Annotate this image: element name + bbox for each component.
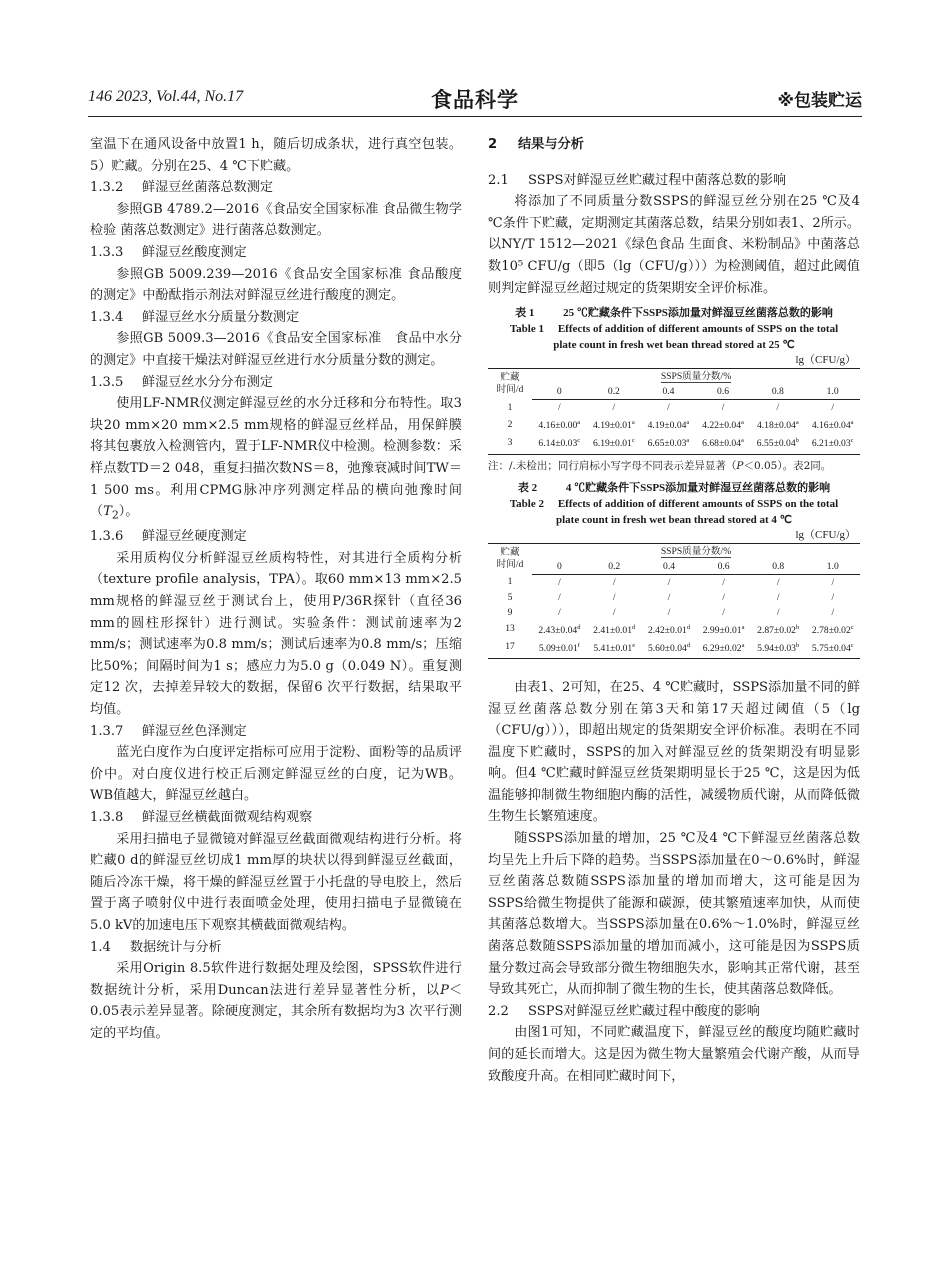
table-cell: / xyxy=(612,606,616,618)
section-heading: 1.3.4 鲜湿豆丝水分质量分数测定 xyxy=(90,309,300,325)
table-cell: 5.41±0.01$^e$ xyxy=(587,638,642,659)
column-header: 0 xyxy=(532,384,587,400)
paragraph: 由图1可知，不同贮藏温度下，鲜湿豆丝的酸度均随贮藏时间的延长而增大。这是因为微生物大量繁殖会代谢产酸，从而导致酸度升高。在相同贮藏时间下， xyxy=(488,1025,860,1084)
table-row xyxy=(488,605,860,620)
column-header: 0 xyxy=(532,559,587,575)
table-cell: / xyxy=(831,606,835,618)
table-row xyxy=(488,638,860,659)
table-row xyxy=(488,574,860,590)
section-heading: 1.3.6 鲜湿豆丝硬度测定 xyxy=(90,529,247,545)
row-time: 3 xyxy=(488,433,532,454)
table-cell: / xyxy=(667,591,671,603)
table-cell: / xyxy=(721,402,725,414)
column-header: 1.0 xyxy=(805,384,860,400)
section-heading: 1.3.3 鲜湿豆丝酸度测定 xyxy=(90,244,247,260)
table-cell: / xyxy=(776,576,780,588)
column-group-header: SSPS质量分数/% xyxy=(532,543,860,559)
row-time: 5 xyxy=(507,591,513,603)
table-cell: / xyxy=(667,606,671,618)
table-cell: 2.99±0.01$^a$ xyxy=(702,623,745,636)
section-heading: 1.3.5 鲜湿豆丝水分分布测定 xyxy=(90,374,273,390)
table-note: 注：/.未检出；同行肩标小写字母不同表示差异显著（P＜0.05）。表2同。 xyxy=(488,459,832,472)
column-group-header: SSPS质量分数/% xyxy=(532,369,860,385)
paragraph: 采用质构仪分析鲜湿豆丝质构特性，对其进行全质构分析（texture profile analysis，TPA）。取60 mm×13 mm×2.5 mm规格的鲜湿豆丝于测试台上，使用P/36R探针（直径36 mm的圆柱形探针）进行测试。实验条件：测试前速率为2 mm/s；测试速率为0.8 mm/s；测试后速率为0.8 mm/s；压缩比50%；间隔时间为1 s；感应力为5.0 g（0.049 N）。重复测定12 次，去掉差异较大的数据，保留6 次平行数据，结果取平均值。 xyxy=(90,550,462,718)
table-cell: / xyxy=(558,606,561,618)
paragraph: 参照GB 5009.3—2016《食品安全国家标准 食品中水分的测定》中直接干燥法对鲜湿豆丝进行水分质量分数的测定。 xyxy=(90,331,462,368)
table-cell: / xyxy=(831,576,835,588)
table-unit: lg（CFU/g） xyxy=(795,528,856,541)
table-unit: lg（CFU/g） xyxy=(795,354,856,367)
section-heading: 1.4 数据统计与分析 xyxy=(90,939,222,955)
row-time: 13 xyxy=(505,623,515,635)
table-cell: 6.19±0.01$^c$ xyxy=(587,433,642,454)
table-cell: / xyxy=(612,402,616,414)
column-header: 1.0 xyxy=(806,559,860,575)
table-cell: / xyxy=(557,402,561,414)
row-header: 贮藏 时间/d xyxy=(488,369,532,400)
table-cell: 2.43±0.04$^d$ xyxy=(538,623,581,636)
table-cell: 4.16±0.00$^a$ xyxy=(538,419,581,432)
column-header: 0.8 xyxy=(750,384,805,400)
table-row xyxy=(488,400,860,416)
section-heading: 1.3.8 鲜湿豆丝横截面微观结构观察 xyxy=(90,810,313,826)
data-table xyxy=(488,368,860,454)
row-time: 9 xyxy=(507,606,513,618)
table-cell: 4.22±0.04$^a$ xyxy=(702,419,744,432)
table-cell: / xyxy=(831,402,835,414)
table-cell: / xyxy=(667,402,670,414)
column-header: 0.6 xyxy=(696,559,750,575)
table-cell: 4.16±0.04$^a$ xyxy=(811,419,854,432)
table-cell: / xyxy=(558,576,561,588)
row-time: 2 xyxy=(507,418,513,430)
table-2 xyxy=(488,480,860,659)
right-column xyxy=(488,134,860,1087)
table-row xyxy=(488,620,860,638)
table-cell: 5.60±0.04$^d$ xyxy=(642,638,697,659)
column-header: 0.4 xyxy=(642,559,697,575)
paragraph: 将添加了不同质量分数SSPS的鲜湿豆丝分别在25 ℃及4 ℃条件下贮藏，定期测定其菌落总数，结果分别如表1、2所示。以NY/T 1512—2021《绿色食品 生面食、米粉制品》中菌落总数10⁵ CFU/g（即5（lg（CFU/g）））为检测阈值，超过此阈值则判定鲜湿豆丝超过规定的货架期安全评价标准。 xyxy=(488,194,860,296)
paragraph: 采用扫描电子显微镜对鲜湿豆丝截面微观结构进行分析。将贮藏0 d的鲜湿豆丝切成1 mm厚的块状以得到鲜湿豆丝截面，随后冷冻干燥，将干燥的鲜湿豆丝置于小托盘的导电胶上，然后置于离子喷射仪中进行表面喷金处理，使用扫描电子显微镜在5.0 kV的加速电压下观察其横截面微观结构。 xyxy=(90,831,462,933)
row-header: 贮藏 时间/d xyxy=(488,543,532,574)
table-cell: 6.29±0.02$^a$ xyxy=(696,638,750,659)
table-cell: 6.65±0.03$^a$ xyxy=(641,433,696,454)
paragraph: 参照GB 5009.239—2016《食品安全国家标准 食品酸度的测定》中酚酞指示剂法对鲜湿豆丝进行酸度的测定。 xyxy=(90,266,462,304)
column-header: 0.2 xyxy=(587,559,642,575)
table-caption-en-2: plate count in fresh wet bean thread stored at 25 ℃ xyxy=(553,339,795,352)
table-cell: / xyxy=(776,402,780,414)
table-caption-en-2: plate count in fresh wet bean thread stored at 4 ℃ xyxy=(555,513,793,526)
section-heading: 2.2 SSPS对鲜湿豆丝贮藏过程中酸度的影响 xyxy=(488,1003,760,1019)
table-cell: / xyxy=(722,576,725,588)
paragraph: 由表1、2可知，在25、4 ℃贮藏时，SSPS添加量不同的鲜湿豆丝菌落总数分别在第3天和第17天超过阈值（5（lg（CFU/g））），即超出规定的货架期安全评价标准。表明在不同温度下贮藏时，SSPS的加入对鲜湿豆丝的货架期没有明显影响。但4 ℃贮藏时鲜湿豆丝货架期明显长于25 ℃，这是因为低温能够抑制微生物细胞内酶的活性，减缓物质代谢，从而降低微生物生长繁殖速度。 xyxy=(488,679,860,825)
table-cell: 6.68±0.04$^a$ xyxy=(696,433,751,454)
table-caption-en: Table 2 Effects of addition of different amounts of SSPS on the total xyxy=(509,497,839,510)
section-heading: 2.1 SSPS对鲜湿豆丝贮藏过程中菌落总数的影响 xyxy=(488,172,787,188)
table-row xyxy=(488,433,860,454)
page-info: 146 2023, Vol.44, No.17 xyxy=(88,88,244,105)
paragraph: 采用Origin 8.5软件进行数据处理及绘图，SPSS软件进行数据统计分析，采用Duncan法进行差异显著性分析，以P＜0.05表示差异显著。除硬度测定，其余所有数据均为3 次平行测定的平均值。 xyxy=(90,961,462,1041)
header-rule xyxy=(88,116,862,117)
paragraph: 随SSPS添加量的增加，25 ℃及4 ℃下鲜湿豆丝菌落总数均呈先上升后下降的趋势。当SSPS添加量在0～0.6%时，鲜湿豆丝菌落总数随SSPS添加量的增加而增大，这可能是因为SSPS给微生物提供了能源和碳源，使其繁殖速率加快，从而使其菌落总数增大。当SSPS添加量在0.6%～1.0%时，鲜湿豆丝菌落总数随SSPS添加量的增加而减小，这可能是因为SSPS质量分数过高会导致部分微生物细胞失水，影响其正常代谢，甚至导致其死亡，从而抑制了微生物的生长，使其菌落总数降低。 xyxy=(488,831,860,998)
row-time: 1 xyxy=(507,576,513,588)
table-cell: / xyxy=(776,591,780,603)
table-cell: / xyxy=(612,576,616,588)
left-column xyxy=(90,134,462,1045)
journal-title: 食品科学 xyxy=(431,88,519,112)
section-heading: 1.3.2 鲜湿豆丝菌落总数测定 xyxy=(90,180,273,196)
table-row xyxy=(488,415,860,433)
paragraph: 参照GB 4789.2—2016《食品安全国家标准 食品微生物学检验 菌落总数测定》进行菌落总数测定。 xyxy=(90,201,462,239)
section-label: ※包装贮运 xyxy=(777,91,862,111)
row-time: 17 xyxy=(488,638,532,659)
table-caption-cn: 表 2 4 ℃贮藏条件下SSPS添加量对鲜湿豆丝菌落总数的影响 xyxy=(517,481,831,494)
table-cell: / xyxy=(558,591,561,603)
column-header: 0.4 xyxy=(641,384,696,400)
row-time: 1 xyxy=(507,401,513,413)
table-cell: / xyxy=(831,591,835,603)
table-cell: / xyxy=(612,591,616,603)
paragraph: 使用LF-NMR仪测定鲜湿豆丝的水分迁移和分布特性。取3 块20 mm×20 mm×2.5 mm规格的鲜湿豆丝样品，用保鲜膜将其包裹放入检测管内，置于LF-NMR仪中检测。检测参数：采样点数TD＝2 048，重复扫描次数NS＝8，弛豫衰减时间TW＝1 500 ms。利用CPMG脉冲序列测定样品的横向弛豫时间$(T_2)$。 xyxy=(90,396,462,522)
column-header: 0.2 xyxy=(587,384,642,400)
table-cell: / xyxy=(667,576,671,588)
table-cell: / xyxy=(722,606,725,618)
section-heading: 1.3.7 鲜湿豆丝色泽测定 xyxy=(90,723,247,739)
paragraph: 蓝光白度作为白度评定指标可应用于淀粉、面粉等的品质评价中。对白度仪进行校正后测定鲜湿豆丝的白度，记为WB。WB值越大，鲜湿豆丝越白。 xyxy=(90,745,462,804)
table-caption-en: Table 1 Effects of addition of different amounts of SSPS on the total xyxy=(509,323,839,336)
table-cell: / xyxy=(776,606,780,618)
table-cell: 4.19±0.01$^a$ xyxy=(593,419,635,432)
table-cell: 2.41±0.01$^d$ xyxy=(593,623,636,636)
table-cell: 4.19±0.04$^a$ xyxy=(647,419,690,432)
table-cell: 4.18±0.04$^a$ xyxy=(756,419,799,432)
table-cell: 5.94±0.03$^b$ xyxy=(751,638,806,659)
table-cell: 6.55±0.04$^b$ xyxy=(750,433,805,454)
table-cell: 2.87±0.02$^b$ xyxy=(757,623,800,636)
table-cell: 5.09±0.01$^f$ xyxy=(532,638,587,659)
column-header: 0.8 xyxy=(751,559,806,575)
intro-paragraph: 室温下在通风设备中放置1 h，随后切成条状，进行真空包装。5）贮藏。分别在25、4 ℃下贮藏。 xyxy=(90,137,462,174)
section-heading: 2 结果与分析 xyxy=(488,137,584,152)
table-cell: / xyxy=(722,591,725,603)
column-header: 0.6 xyxy=(696,384,751,400)
table-caption-cn: 表 1 25 ℃贮藏条件下SSPS添加量对鲜湿豆丝菌落总数的影响 xyxy=(515,307,833,320)
table-cell: 6.14±0.03$^c$ xyxy=(532,433,587,454)
data-table xyxy=(488,543,860,659)
table-cell: 6.21±0.03$^c$ xyxy=(805,433,860,454)
table-cell: 2.42±0.01$^d$ xyxy=(647,623,691,636)
table-cell: 2.78±0.02$^c$ xyxy=(811,623,854,636)
table-1 xyxy=(488,305,860,473)
page-header xyxy=(88,84,862,114)
table-cell: 5.75±0.04$^c$ xyxy=(806,638,860,659)
table-row xyxy=(488,590,860,605)
